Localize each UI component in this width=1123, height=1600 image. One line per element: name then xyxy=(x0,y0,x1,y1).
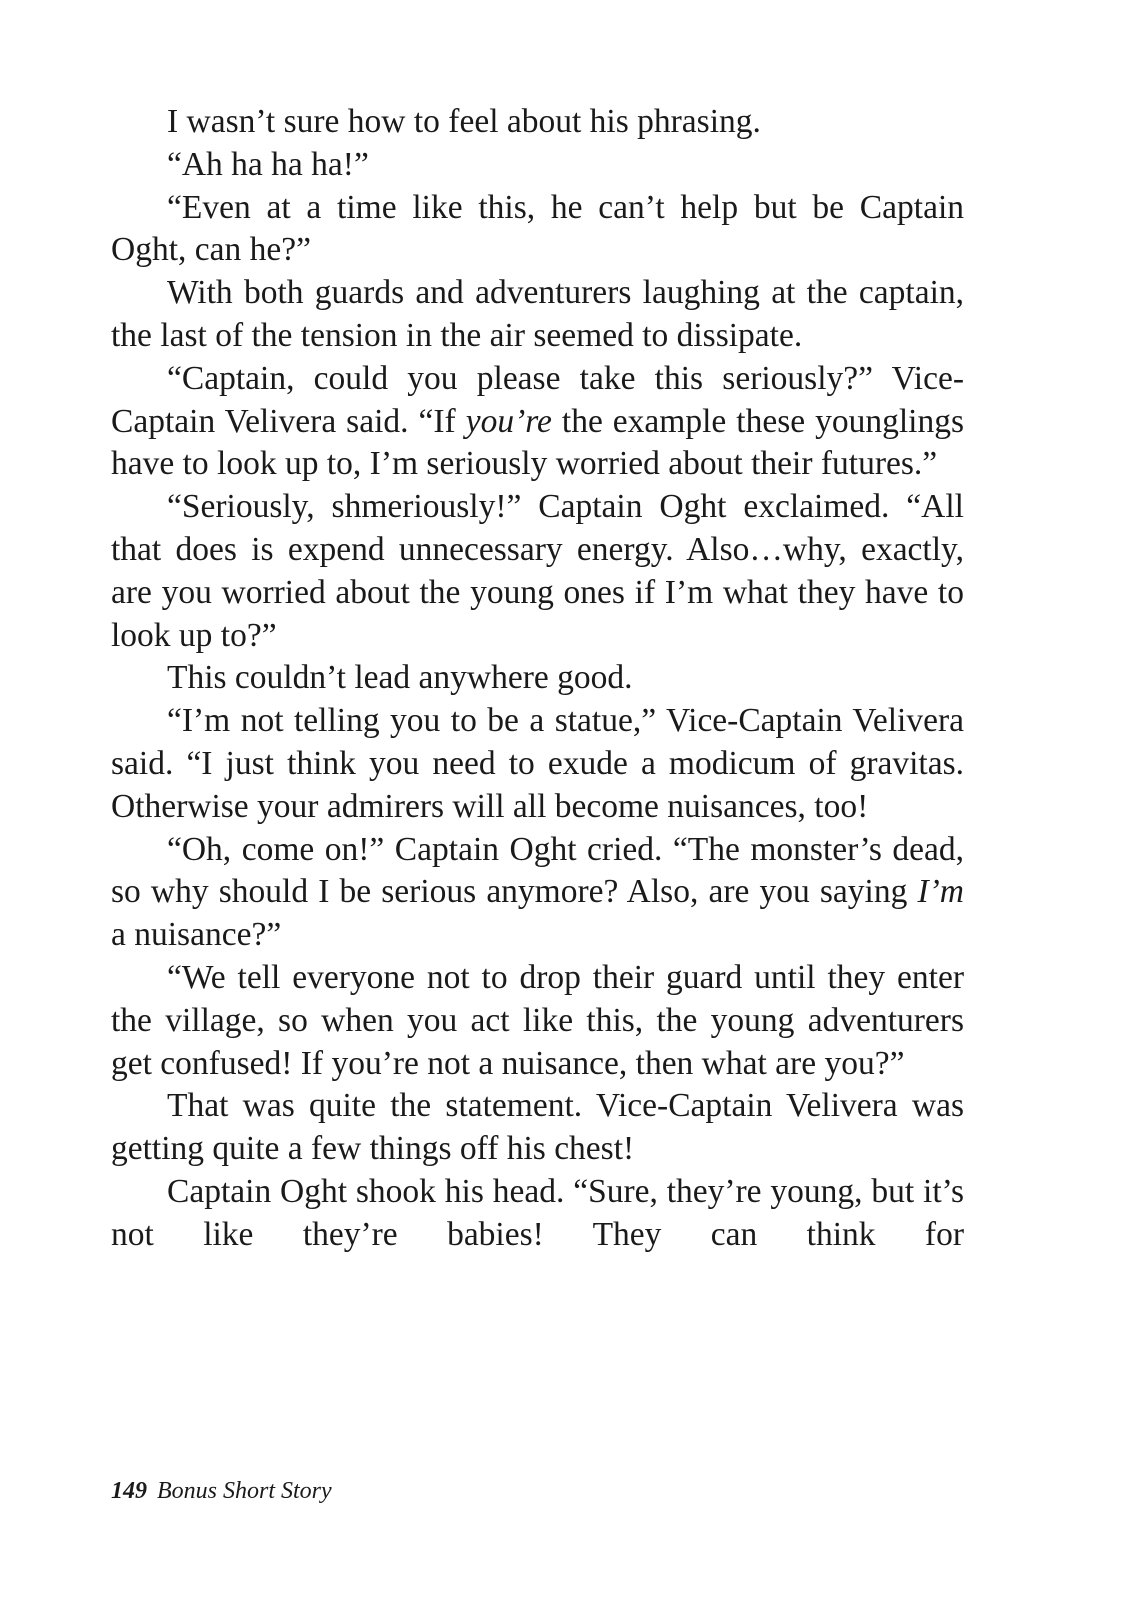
text-run: “Even at a time like this, he can’t help but be Captain Oght, can he?” xyxy=(111,188,964,269)
text-run: “I’m not telling you to be a statue,” Vice-Captain Velivera said. “I just think you need to exude a modicum of gravitas. Otherwise your admirers will all become nuisances, too! xyxy=(111,702,964,825)
emphasis-text: I’m xyxy=(917,873,964,911)
section-title: Bonus Short Story xyxy=(157,1478,332,1504)
paragraph xyxy=(111,829,964,957)
text-run: “Captain, could you please take this seriously?” Vice-Captain Velivera said. “If xyxy=(111,359,964,440)
emphasis-text: you’re xyxy=(465,402,552,440)
paragraph xyxy=(111,657,964,700)
text-run: “Ah ha ha ha!” xyxy=(167,145,369,183)
paragraph xyxy=(111,957,964,1085)
text-run: This couldn’t lead anywhere good. xyxy=(167,659,633,697)
page-footer xyxy=(111,1478,332,1505)
body-text xyxy=(111,101,964,1257)
text-run: I wasn’t sure how to feel about his phrasing. xyxy=(167,103,761,140)
paragraph xyxy=(111,187,964,273)
text-run: the example these younglings have to look up to, I’m seriously worried about their futures.” xyxy=(111,402,964,483)
paragraph xyxy=(111,358,964,486)
text-run: With both guards and adventurers laughing at the captain, the last of the tension in the air seemed to dissipate. xyxy=(111,274,964,354)
paragraph xyxy=(111,144,964,187)
paragraph xyxy=(111,101,964,144)
paragraph xyxy=(111,1171,964,1257)
text-run: “Seriously, shmeriously!” Captain Oght exclaimed. “All that does is expend unnecessary energy. Also…why, exactly, are you worried about the young ones if I’m what they have to look up to?” xyxy=(111,488,964,654)
paragraph xyxy=(111,1085,964,1171)
text-run: “Oh, come on!” Captain Oght cried. “The monster’s dead, so why should I be serious anymore? Also, are you saying xyxy=(111,830,964,911)
text-run: That was quite the statement. Vice-Captain Velivera was getting quite a few things off his chest! xyxy=(111,1087,964,1168)
text-run: Captain Oght shook his head. “Sure, they’re young, but it’s not like they’re babies! They can think for xyxy=(111,1172,964,1253)
paragraph xyxy=(111,700,964,828)
page-number: 149 xyxy=(111,1478,147,1504)
text-run: “We tell everyone not to drop their guard until they enter the village, so when you act like this, the young adventurers get confused! If you’re not a nuisance, then what are you?” xyxy=(111,958,964,1082)
paragraph xyxy=(111,272,964,358)
paragraph xyxy=(111,486,964,657)
text-run: a nuisance?” xyxy=(111,916,282,954)
